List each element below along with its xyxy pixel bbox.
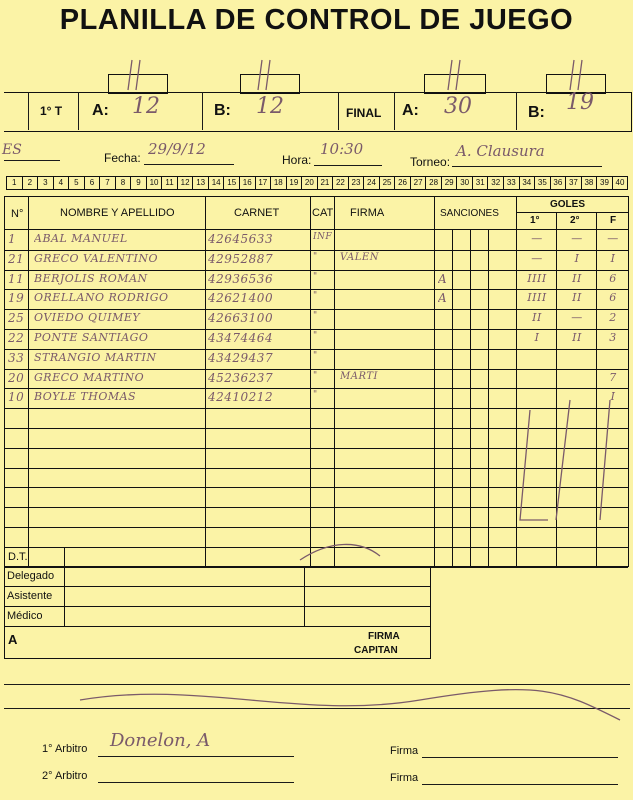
cell-cat: " — [313, 291, 318, 302]
hora-label: Hora: — [282, 153, 312, 167]
cell-name: BERJOLIS ROMAN — [34, 271, 148, 285]
cell-sancion: A — [438, 271, 448, 286]
col-goles-2: 2° — [570, 215, 580, 226]
cell-carnet: 42952887 — [208, 251, 274, 266]
firma-capitan-1: FIRMA — [368, 631, 400, 642]
firma2-label: Firma — [390, 772, 419, 784]
strip-number: 37 — [566, 176, 582, 190]
strip-number: 5 — [69, 176, 85, 190]
strip-number: 34 — [520, 176, 536, 190]
left-fragment: ES — [2, 142, 22, 158]
strip-number: 19 — [287, 176, 303, 190]
team-a-label: A: — [92, 102, 109, 119]
cell-g2: II — [572, 291, 582, 305]
team-b-label: B: — [214, 102, 231, 119]
strip-number: 7 — [100, 176, 116, 190]
arbitro1-value: Donelon, A — [110, 730, 211, 751]
strip-number: 27 — [411, 176, 427, 190]
cell-name: GRECO MARTINO — [34, 370, 145, 384]
strip-number: 32 — [488, 176, 504, 190]
firma1-label: Firma — [390, 745, 419, 757]
cell-no: 33 — [8, 350, 25, 365]
torneo-label: Torneo: — [410, 155, 451, 169]
cell-no: 22 — [8, 331, 25, 345]
cell-gf: I — [610, 251, 616, 265]
cell-gf: 6 — [609, 291, 617, 305]
col-name: NOMBRE Y APELLIDO — [60, 207, 175, 219]
cell-g1: II — [532, 311, 542, 325]
cell-no: 11 — [8, 271, 25, 286]
first-half-b-score: 12 — [256, 94, 284, 119]
cell-no: 1 — [8, 232, 17, 246]
torneo-value: A. Clausura — [456, 142, 545, 160]
strip-number: 2 — [23, 176, 39, 190]
cell-no: 20 — [8, 370, 25, 385]
final-b-score: 19 — [566, 90, 594, 115]
cell-name: OVIEDO QUIMEY — [34, 311, 141, 325]
strip-number: 10 — [147, 176, 163, 190]
final-b-label: B: — [528, 104, 545, 121]
col-goles-1: 1° — [530, 215, 540, 226]
strip-number: 17 — [256, 176, 272, 190]
page-title: PLANILLA DE CONTROL DE JUEGO — [59, 4, 574, 36]
fecha-label: Fecha: — [104, 151, 141, 165]
cell-firma: MARTI — [340, 370, 378, 382]
cell-gf: — — [607, 232, 619, 245]
first-half-label: 1° T — [40, 104, 63, 118]
cell-name: PONTE SANTIAGO — [34, 331, 149, 344]
cell-cat: " — [313, 350, 318, 361]
col-cat: CAT — [312, 207, 334, 219]
strip-number: 14 — [209, 176, 225, 190]
strip-number: 35 — [535, 176, 551, 190]
cell-name: STRANGIO MARTIN — [34, 350, 157, 364]
strip-number: 4 — [54, 176, 70, 190]
strip-number: 12 — [178, 176, 194, 190]
cell-name: ORELLANO RODRIGO — [34, 291, 169, 305]
strip-number: 8 — [116, 176, 132, 190]
cell-cat: INF — [313, 232, 333, 242]
strip-number: 26 — [395, 176, 411, 190]
cell-carnet: 43474464 — [208, 331, 274, 345]
strip-number: 6 — [85, 176, 101, 190]
cell-gf: 6 — [609, 271, 617, 285]
cell-g1: IIII — [527, 271, 547, 285]
cell-carnet: 42645633 — [208, 232, 274, 246]
cell-g1: I — [534, 331, 540, 344]
cell-gf: 2 — [609, 311, 617, 325]
cell-g1: IIII — [527, 291, 547, 305]
cell-gf: I — [610, 390, 616, 404]
cell-sancion: A — [438, 291, 448, 306]
cell-gf: 3 — [609, 331, 617, 344]
strip-number: 18 — [271, 176, 287, 190]
col-goles: GOLES — [550, 199, 586, 210]
cell-carnet: 43429437 — [208, 350, 274, 365]
cell-carnet: 42663100 — [208, 311, 274, 326]
cell-name: GRECO VALENTINO — [34, 251, 158, 265]
cell-no: 21 — [8, 251, 25, 266]
strip-number: 13 — [193, 176, 209, 190]
strip-number: 24 — [364, 176, 380, 190]
strip-number: 38 — [582, 176, 598, 190]
final-a-label: A: — [402, 102, 419, 119]
strip-number: 39 — [597, 176, 613, 190]
fecha-value: 29/9/12 — [148, 140, 206, 158]
strip-number: 1 — [6, 176, 23, 190]
medico-label: Médico — [7, 610, 43, 622]
cell-cat: " — [313, 251, 318, 262]
dt-label: D.T. — [8, 551, 28, 563]
cell-name: ABAL MANUEL — [34, 232, 128, 245]
arbitro1-label: 1° Arbitro — [42, 743, 88, 755]
col-firma: FIRMA — [350, 207, 385, 219]
delegado-label: Delegado — [7, 570, 55, 582]
cell-g2: I — [574, 251, 580, 265]
cell-g1: — — [531, 232, 543, 245]
strip-number: 36 — [551, 176, 567, 190]
cell-g2: II — [572, 271, 582, 285]
strip-number: 28 — [426, 176, 442, 190]
hora-value: 10:30 — [320, 140, 364, 158]
cell-g2: II — [572, 331, 582, 344]
cell-carnet: 42621400 — [208, 291, 274, 306]
cell-no: 10 — [8, 390, 25, 405]
cell-no: 19 — [8, 291, 25, 306]
strip-number: 15 — [224, 176, 240, 190]
cell-cat: " — [313, 370, 318, 381]
col-carnet: CARNET — [234, 207, 280, 219]
strip-number: 30 — [457, 176, 473, 190]
cell-firma: VALEN — [340, 251, 379, 263]
cell-g2: — — [571, 232, 583, 245]
col-sanciones: SANCIONES — [440, 208, 499, 219]
first-half-a-score: 12 — [132, 94, 160, 119]
arbitro2-label: 2° Arbitro — [42, 770, 88, 782]
firma-capitan-2: CAPITAN — [354, 645, 398, 656]
team-letter: A — [8, 632, 18, 647]
strip-number: 22 — [333, 176, 349, 190]
strip-number: 40 — [613, 176, 629, 190]
strip-number: 29 — [442, 176, 458, 190]
col-goles-f: F — [610, 215, 617, 226]
strip-number: 20 — [302, 176, 318, 190]
cell-cat: " — [313, 311, 318, 322]
strip-number: 3 — [38, 176, 54, 190]
cell-cat: " — [313, 390, 318, 401]
cell-carnet: 45236237 — [208, 370, 274, 385]
strip-number: 21 — [318, 176, 334, 190]
cell-carnet: 42410212 — [208, 390, 274, 405]
cell-name: BOYLE THOMAS — [34, 390, 137, 404]
strip-number: 16 — [240, 176, 256, 190]
cell-carnet: 42936536 — [208, 271, 274, 286]
final-a-score: 30 — [444, 94, 472, 119]
cell-g2: — — [571, 311, 583, 325]
strip-number: 31 — [473, 176, 489, 190]
strip-number: 23 — [349, 176, 365, 190]
strip-number: 11 — [162, 176, 178, 190]
final-label: FINAL — [346, 106, 382, 120]
cell-no: 25 — [8, 311, 25, 326]
cell-cat: " — [313, 331, 318, 341]
cell-g1: — — [531, 251, 543, 265]
cell-gf: 7 — [609, 370, 617, 384]
col-no: N° — [11, 208, 24, 220]
strip-number: 9 — [131, 176, 147, 190]
cell-cat: " — [313, 271, 318, 282]
strip-number: 25 — [380, 176, 396, 190]
asistente-label: Asistente — [7, 590, 53, 602]
strip-number: 33 — [504, 176, 520, 190]
